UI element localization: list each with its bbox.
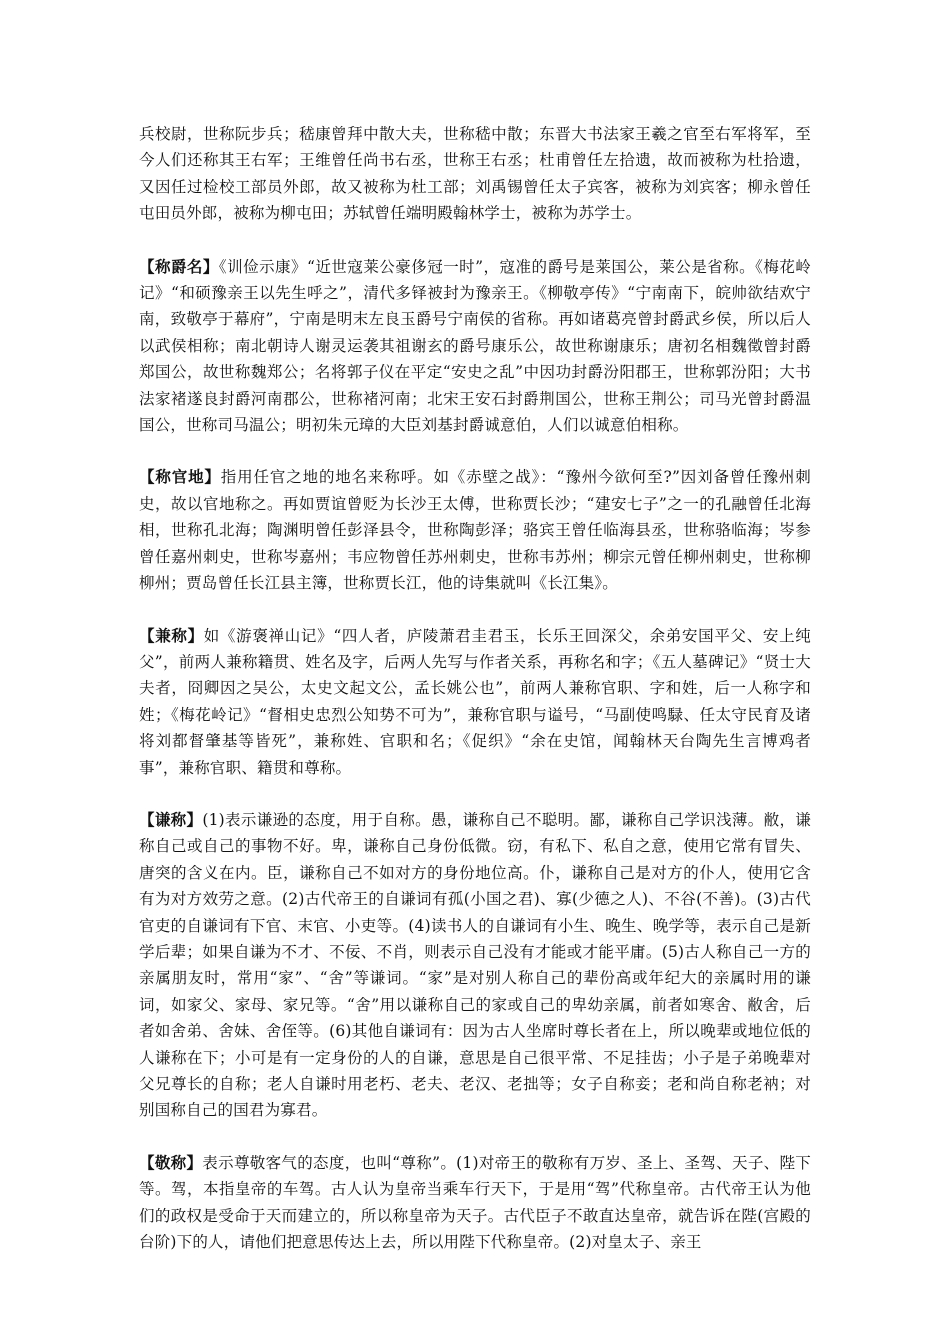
- paragraph-body: 表示尊敬客气的态度，也叫“尊称”。(1)对帝王的敬称有万岁、圣上、圣驾、天子、陛下等。驾，本指皇帝的车驾。古人认为皇帝当乘车行天下，于是用“驾”代称皇帝。古代帝王认为他们的政权是受命于天而建立的，所以称皇帝为天子。古代臣子不敢直达皇帝，就告诉在陛(宫殿的台阶)下的人，请他们把意思传达上去，所以用陛下代称皇帝。(2)对皇太子、亲王: [139, 1153, 811, 1252]
- paragraph-combined-forms: [139, 623, 811, 781]
- paragraph-body: 兵校尉，世称阮步兵；嵇康曾拜中散大夫，世称嵇中散；东晋大书法家王羲之官至右军将军，至今人们还称其王右军；王维曾任尚书右丞，世称王右丞；杜甫曾任左拾遗，故而被称为杜拾遗，又因任过检校工部员外郎，故又被称为杜工部；刘禹锡曾任太子宾客，被称为刘宾客；柳永曾任屯田员外郎，被称为柳屯田；苏轼曾任端明殿翰林学士，被称为苏学士。: [139, 125, 811, 223]
- document-page: [139, 121, 811, 1281]
- paragraph-humble-forms: [139, 807, 811, 1124]
- paragraph-body: 如《游褒禅山记》“四人者，庐陵萧君圭君玉，长乐王回深父，余弟安国平父、安上纯父”，前两人兼称籍贯、姓名及字，后两人先写与作者关系，再称名和字；《五人墓碑记》“贤士大夫者，冏卿因之吴公，太史文起文公，孟长姚公也”，前两人兼称官职、字和姓，后一人称字和姓；《梅花岭记》“督相史忠烈公知势不可为”，兼称官职与谥号，“马副使鸣騄、任太守民育及诸将刘都督肇基等皆死”，兼称姓、官职和名；《促织》“余在史馆，闻翰林天台陶先生言博鸡者事”，兼称官职、籍贯和尊称。: [139, 626, 811, 777]
- paragraph-body: (1)表示谦逊的态度，用于自称。愚，谦称自己不聪明。鄙，谦称自己学识浅薄。敝，谦称自己或自己的事物不好。卑，谦称自己身份低微。窃，有私下、私自之意，使用它常有冒失、唐突的含义在内。臣，谦称自己不如对方的身份地位高。仆，谦称自己是对方的仆人，使用它含有为对方效劳之意。(2)古代帝王的自谦词有孤(小国之君)、寡(少德之人)、不谷(不善)。(3)古代官吏的自谦词有下官、末官、小吏等。(4)读书人的自谦词有小生、晚生、晚学等，表示自己是新学后辈；如果自谦为不才、不佞、不肖，则表示自己没有才能或才能平庸。(5)古人称自己一方的亲属朋友时，常用“家”、“舍”等谦词。“家”是对别人称自己的辈份高或年纪大的亲属时用的谦词，如家父、家母、家兄等。“舍”用以谦称自己的家或自己的卑幼亲属，前者如寒舍、敝舍，后者如舍弟、舍妹、舍侄等。(6)其他自谦词有：因为古人坐席时尊长者在上，所以晚辈或地位低的人谦称在下；小可是有一定身份的人的自谦，意思是自己很平常、不足挂齿；小子是子弟晚辈对父兄尊长的自称；老人自谦时用老朽、老夫、老汉、老拙等；女子自称妾；老和尚自称老衲；对别国称自己的国君为寡君。: [139, 810, 811, 1120]
- paragraph-body: 《训俭示康》“近世寇莱公豪侈冠一时”，寇准的爵号是莱国公，莱公是省称。《梅花岭记》“和硕豫亲王以先生呼之”，清代多铎被封为豫亲王。《柳敬亭传》“宁南南下，皖帅欲结欢宁南，致敬亭于幕府”，宁南是明末左良玉爵号宁南侯的省称。再如诸葛亮曾封爵武乡侯，所以后人以武侯相称；南北朝诗人谢灵运袭其祖谢玄的爵号康乐公，故世称谢康乐；唐初名相魏徵曾封爵郑国公，故世称魏郑公；名将郭子仪在平定“安史之乱”中因功封爵汾阳郡王，世称郭汾阳；大书法家褚遂良封爵河南郡公，世称褚河南；北宋王安石封爵荆国公，世称王荆公；司马光曾封爵温国公，世称司马温公；明初朱元璋的大臣刘基封爵诚意伯，人们以诚意伯相称。: [139, 257, 811, 435]
- paragraph-official-titles: [139, 121, 811, 227]
- paragraph-honorific-forms: [139, 1150, 811, 1256]
- paragraph-body: 指用任官之地的地名来称呼。如《赤壁之战》：“豫州今欲何至?”因刘备曾任豫州刺史，故以官地称之。再如贾谊曾贬为长沙王太傅，世称贾长沙；“建安七子”之一的孔融曾任北海相，世称孔北海；陶渊明曾任彭泽县令，世称陶彭泽；骆宾王曾任临海县丞，世称骆临海；岑参曾任嘉州刺史，世称岑嘉州；韦应物曾任苏州刺史，世称韦苏州；柳宗元曾任柳州刺史，世称柳柳州；贾岛曾任长江县主簿，世称贾长江，他的诗集就叫《长江集》。: [139, 468, 811, 593]
- paragraph-office-places: [139, 464, 811, 596]
- paragraph-head: 【兼称】: [139, 625, 204, 645]
- paragraph-head: 【敬称】: [139, 1152, 203, 1172]
- paragraph-head: 【谦称】: [139, 809, 203, 829]
- paragraph-head: 【称官地】: [139, 467, 221, 487]
- paragraph-head: 【称爵名】: [139, 256, 219, 276]
- paragraph-noble-titles: [139, 254, 811, 439]
